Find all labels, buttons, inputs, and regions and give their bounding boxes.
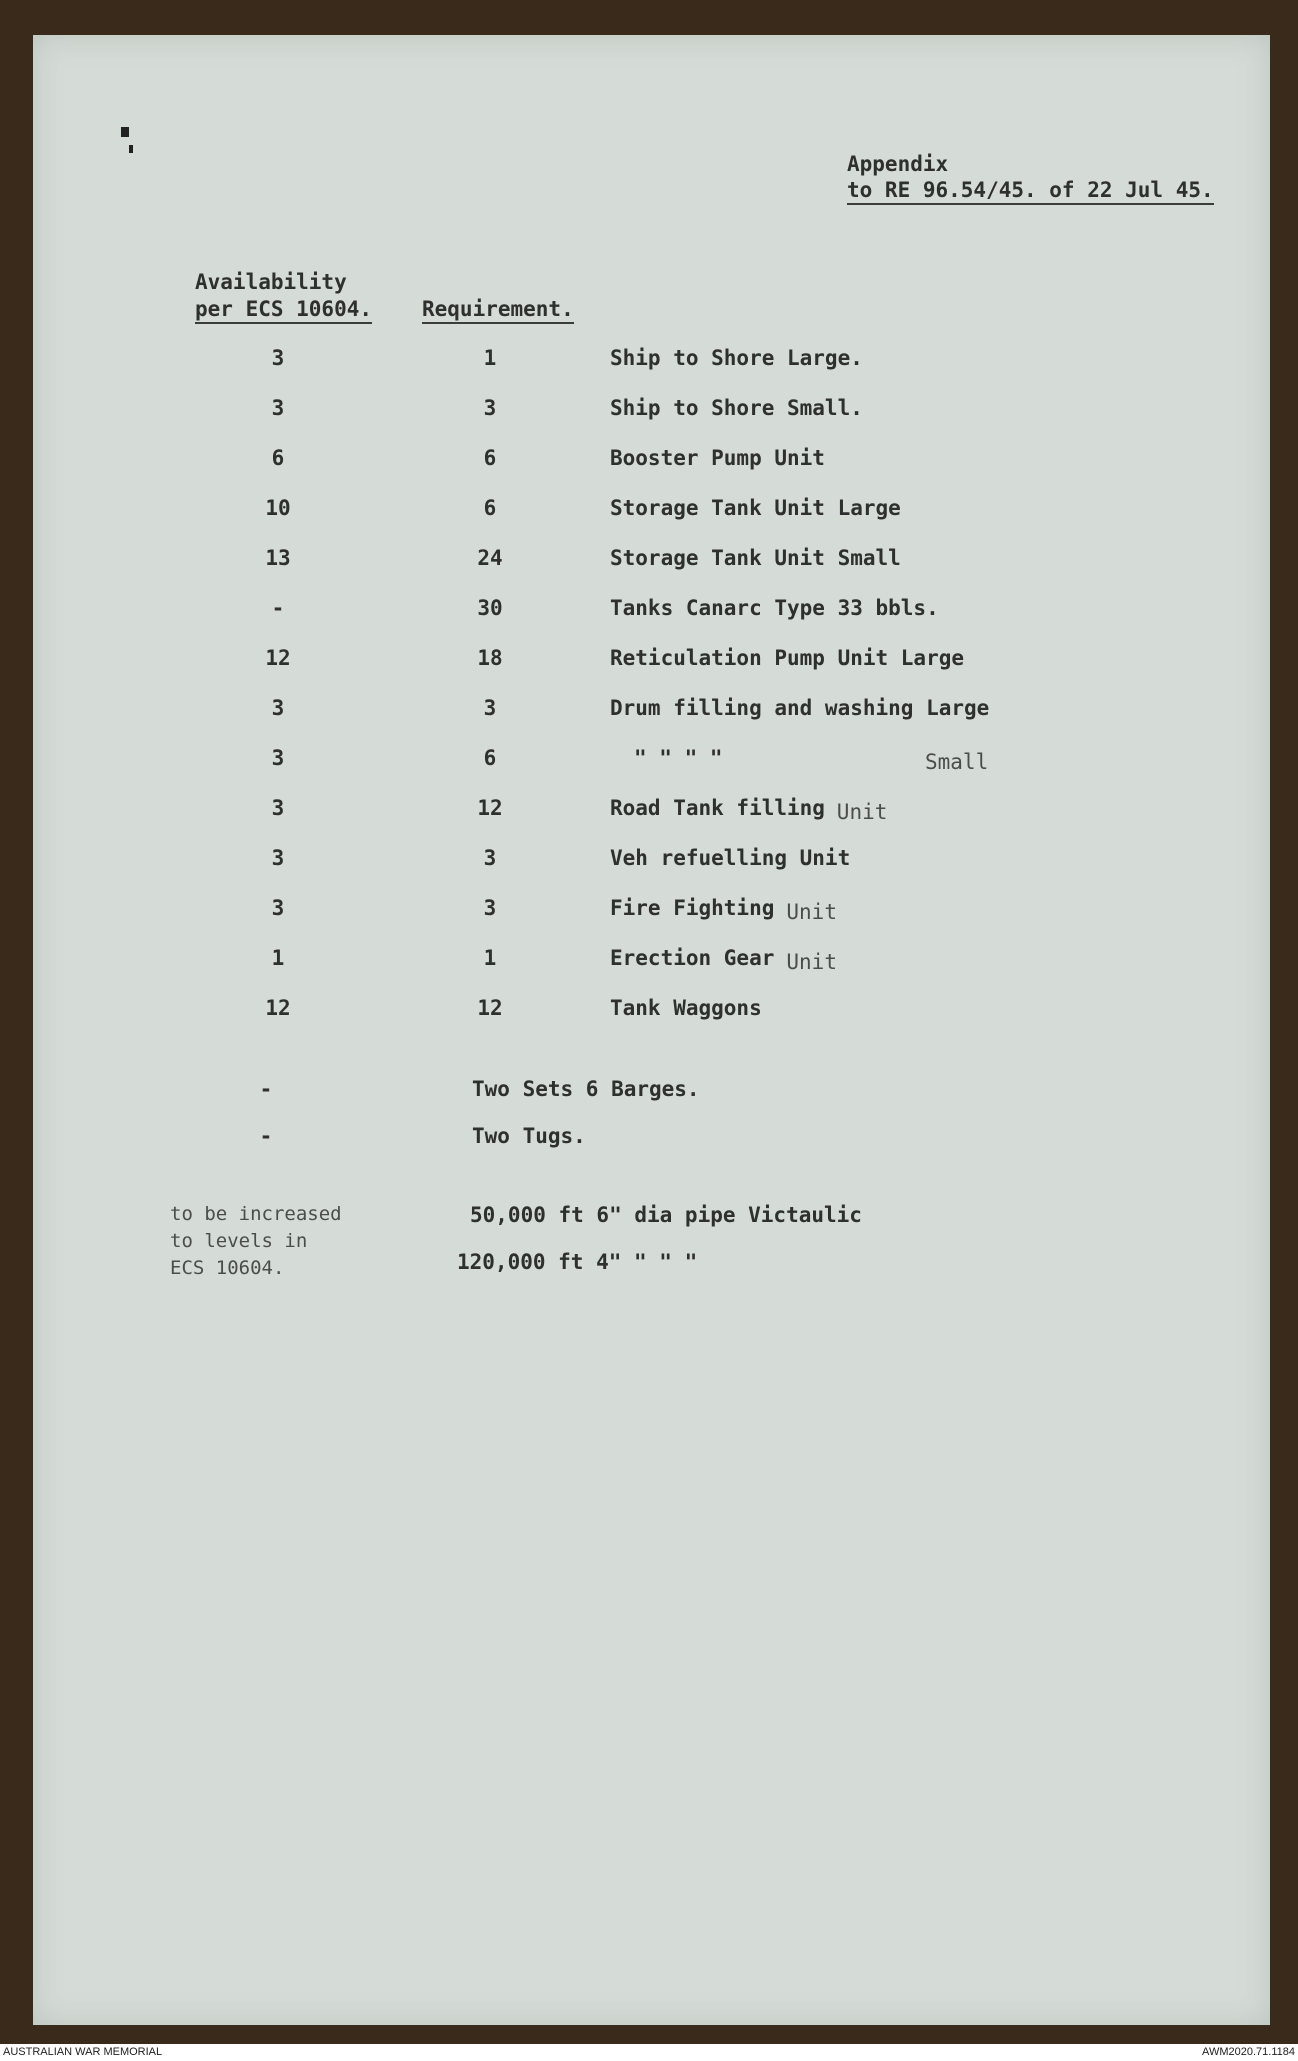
row-item: Road Tank filling [610, 796, 825, 820]
row-item: Booster Pump Unit [610, 446, 825, 470]
row-availability: 10 [265, 496, 291, 520]
row-requirement: 18 [477, 646, 503, 670]
requirement-header: Requirement. [422, 297, 574, 324]
extra-avail: - [259, 1124, 273, 1148]
appendix-title: Appendix [847, 152, 949, 176]
row-item: Storage Tank Unit Small [610, 546, 901, 570]
row-item: Erection Gear [610, 946, 775, 970]
row-availability: 13 [265, 546, 291, 570]
row-requirement: 12 [477, 796, 503, 820]
document-page [33, 35, 1270, 2025]
row-item-suffix: Unit [786, 950, 837, 974]
row-item: Drum filling and washing Large [610, 696, 990, 720]
row-availability: 12 [265, 996, 291, 1020]
row-item: Tanks Canarc Type 33 bbls. [610, 596, 939, 620]
row-availability: 6 [271, 446, 285, 470]
row-availability: 3 [271, 746, 285, 770]
row-requirement: 24 [477, 546, 503, 570]
row-item: Tank Waggons [610, 996, 762, 1020]
footer-bar [0, 2044, 1298, 2061]
row-requirement: 1 [483, 946, 497, 970]
row-availability: 3 [271, 796, 285, 820]
footer-right: AWM2020.71.1184 [1202, 2046, 1295, 2058]
extra-item: Two Sets 6 Barges. [472, 1077, 700, 1101]
row-item-suffix: Small [925, 750, 989, 774]
row-availability: 3 [271, 846, 285, 870]
row-availability: 3 [271, 396, 285, 420]
availability-header-line1: Availability [195, 270, 347, 294]
row-requirement: 3 [483, 846, 497, 870]
row-requirement: 3 [483, 896, 497, 920]
row-requirement: 3 [483, 396, 497, 420]
row-availability: 3 [271, 346, 285, 370]
row-item-suffix: Unit [836, 800, 888, 824]
row-availability: 3 [271, 696, 285, 720]
row-item: Reticulation Pump Unit Large [610, 646, 965, 670]
row-requirement: 12 [477, 996, 503, 1020]
pipe-note-line1: to be increased [170, 1203, 342, 1225]
extra-avail: - [259, 1077, 273, 1101]
row-availability: 3 [271, 896, 285, 920]
pipe-note-line3: ECS 10604. [170, 1257, 285, 1279]
pipe-item: 120,000 ft 4" " " " [457, 1250, 698, 1274]
row-availability: - [271, 596, 285, 620]
row-availability: 1 [271, 946, 285, 970]
row-item: Storage Tank Unit Large [610, 496, 901, 520]
appendix-reference: to RE 96.54/45. of 22 Jul 45. [847, 178, 1214, 205]
row-item: " " " " [634, 746, 723, 770]
extra-item: Two Tugs. [472, 1124, 586, 1148]
row-availability: 12 [265, 646, 291, 670]
row-item: Veh refuelling Unit [610, 846, 851, 870]
ink-mark [121, 127, 129, 137]
row-requirement: 30 [477, 596, 503, 620]
row-item: Fire Fighting [610, 896, 775, 920]
row-requirement: 3 [483, 696, 497, 720]
footer-left: AUSTRALIAN WAR MEMORIAL [3, 2046, 163, 2058]
availability-header-line2: per ECS 10604. [195, 297, 372, 324]
row-requirement: 6 [483, 746, 497, 770]
row-requirement: 6 [483, 446, 497, 470]
row-item: Ship to Shore Large. [610, 346, 863, 370]
ink-mark [129, 145, 133, 153]
row-item: Ship to Shore Small. [610, 396, 863, 420]
row-requirement: 6 [483, 496, 497, 520]
row-requirement: 1 [483, 346, 497, 370]
row-item-suffix: Unit [786, 900, 837, 924]
pipe-note-line2: to levels in [170, 1230, 308, 1252]
pipe-item: 50,000 ft 6" dia pipe Victaulic [470, 1203, 862, 1227]
